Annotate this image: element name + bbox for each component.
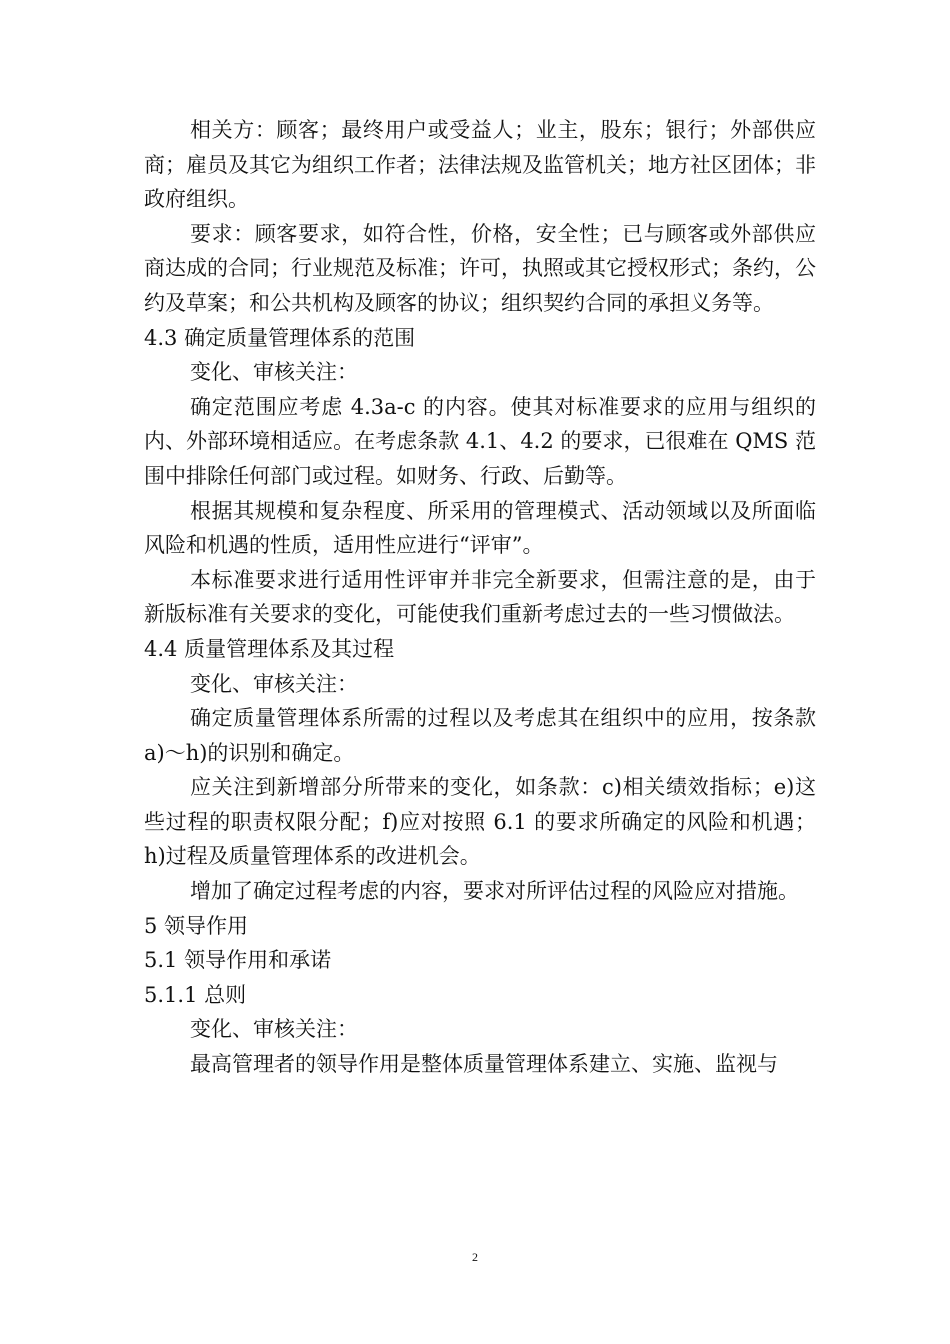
- heading-5-1-1: 5.1.1 总则: [144, 982, 247, 1007]
- paragraph-change-note: 变化、审核关注：: [190, 671, 358, 696]
- paragraph-risk-measures: 增加了确定过程考虑的内容，要求对所评估过程的风险应对措施。: [190, 879, 799, 904]
- heading-5-1: 5.1 领导作用和承诺: [144, 948, 332, 973]
- paragraph-new-parts: 应关注到新增部分所带来的变化，如条款：c)相关绩效指标；e)这些过程的职责权限分配；f)应对按照 6.1 的要求所确定的风险和机遇；h)过程及质量管理体系的改进机会。: [144, 775, 816, 869]
- paragraph-scope: 确定范围应考虑 4.3a-c 的内容。使其对标准要求的应用与组织的内、外部环境相适应。在考虑条款 4.1、4.2 的要求，已很难在 QMS 范围中排除任何部门或过程。如财务、行政、后勤等。: [144, 394, 816, 488]
- paragraph-processes: 确定质量管理体系所需的过程以及考虑其在组织中的应用，按条款 a)～h)的识别和确定。: [144, 706, 816, 765]
- paragraph-stakeholders: 相关方：顾客；最终用户或受益人；业主，股东；银行；外部供应商；雇员及其它为组织工作者；法律法规及监管机关；地方社区团体；非政府组织。: [144, 118, 816, 212]
- heading-5: 5 领导作用: [144, 913, 249, 938]
- heading-4-4: 4.4 质量管理体系及其过程: [144, 636, 395, 661]
- paragraph-change-note: 变化、审核关注：: [190, 1017, 358, 1042]
- paragraph-requirements: 要求：顾客要求，如符合性，价格，安全性；已与顾客或外部供应商达成的合同；行业规范及标准；许可，执照或其它授权形式；条约，公约及草案；和公共机构及顾客的协议；组织契约合同的承担义务等。: [144, 221, 816, 315]
- paragraph-leadership: 最高管理者的领导作用是整体质量管理体系建立、实施、监视与: [190, 1052, 778, 1077]
- paragraph-change-note: 变化、审核关注：: [190, 360, 358, 385]
- document-page: [144, 113, 816, 1082]
- paragraph-review: 本标准要求进行适用性评审并非完全新要求，但需注意的是，由于新版标准有关要求的变化，可能使我们重新考虑过去的一些习惯做法。: [144, 567, 816, 627]
- heading-4-3: 4.3 确定质量管理体系的范围: [144, 325, 416, 350]
- paragraph-applicability: 根据其规模和复杂程度、所采用的管理模式、活动领域以及所面临风险和机遇的性质，适用性应进行“评审”。: [144, 498, 816, 558]
- page-number: 2: [472, 1250, 478, 1264]
